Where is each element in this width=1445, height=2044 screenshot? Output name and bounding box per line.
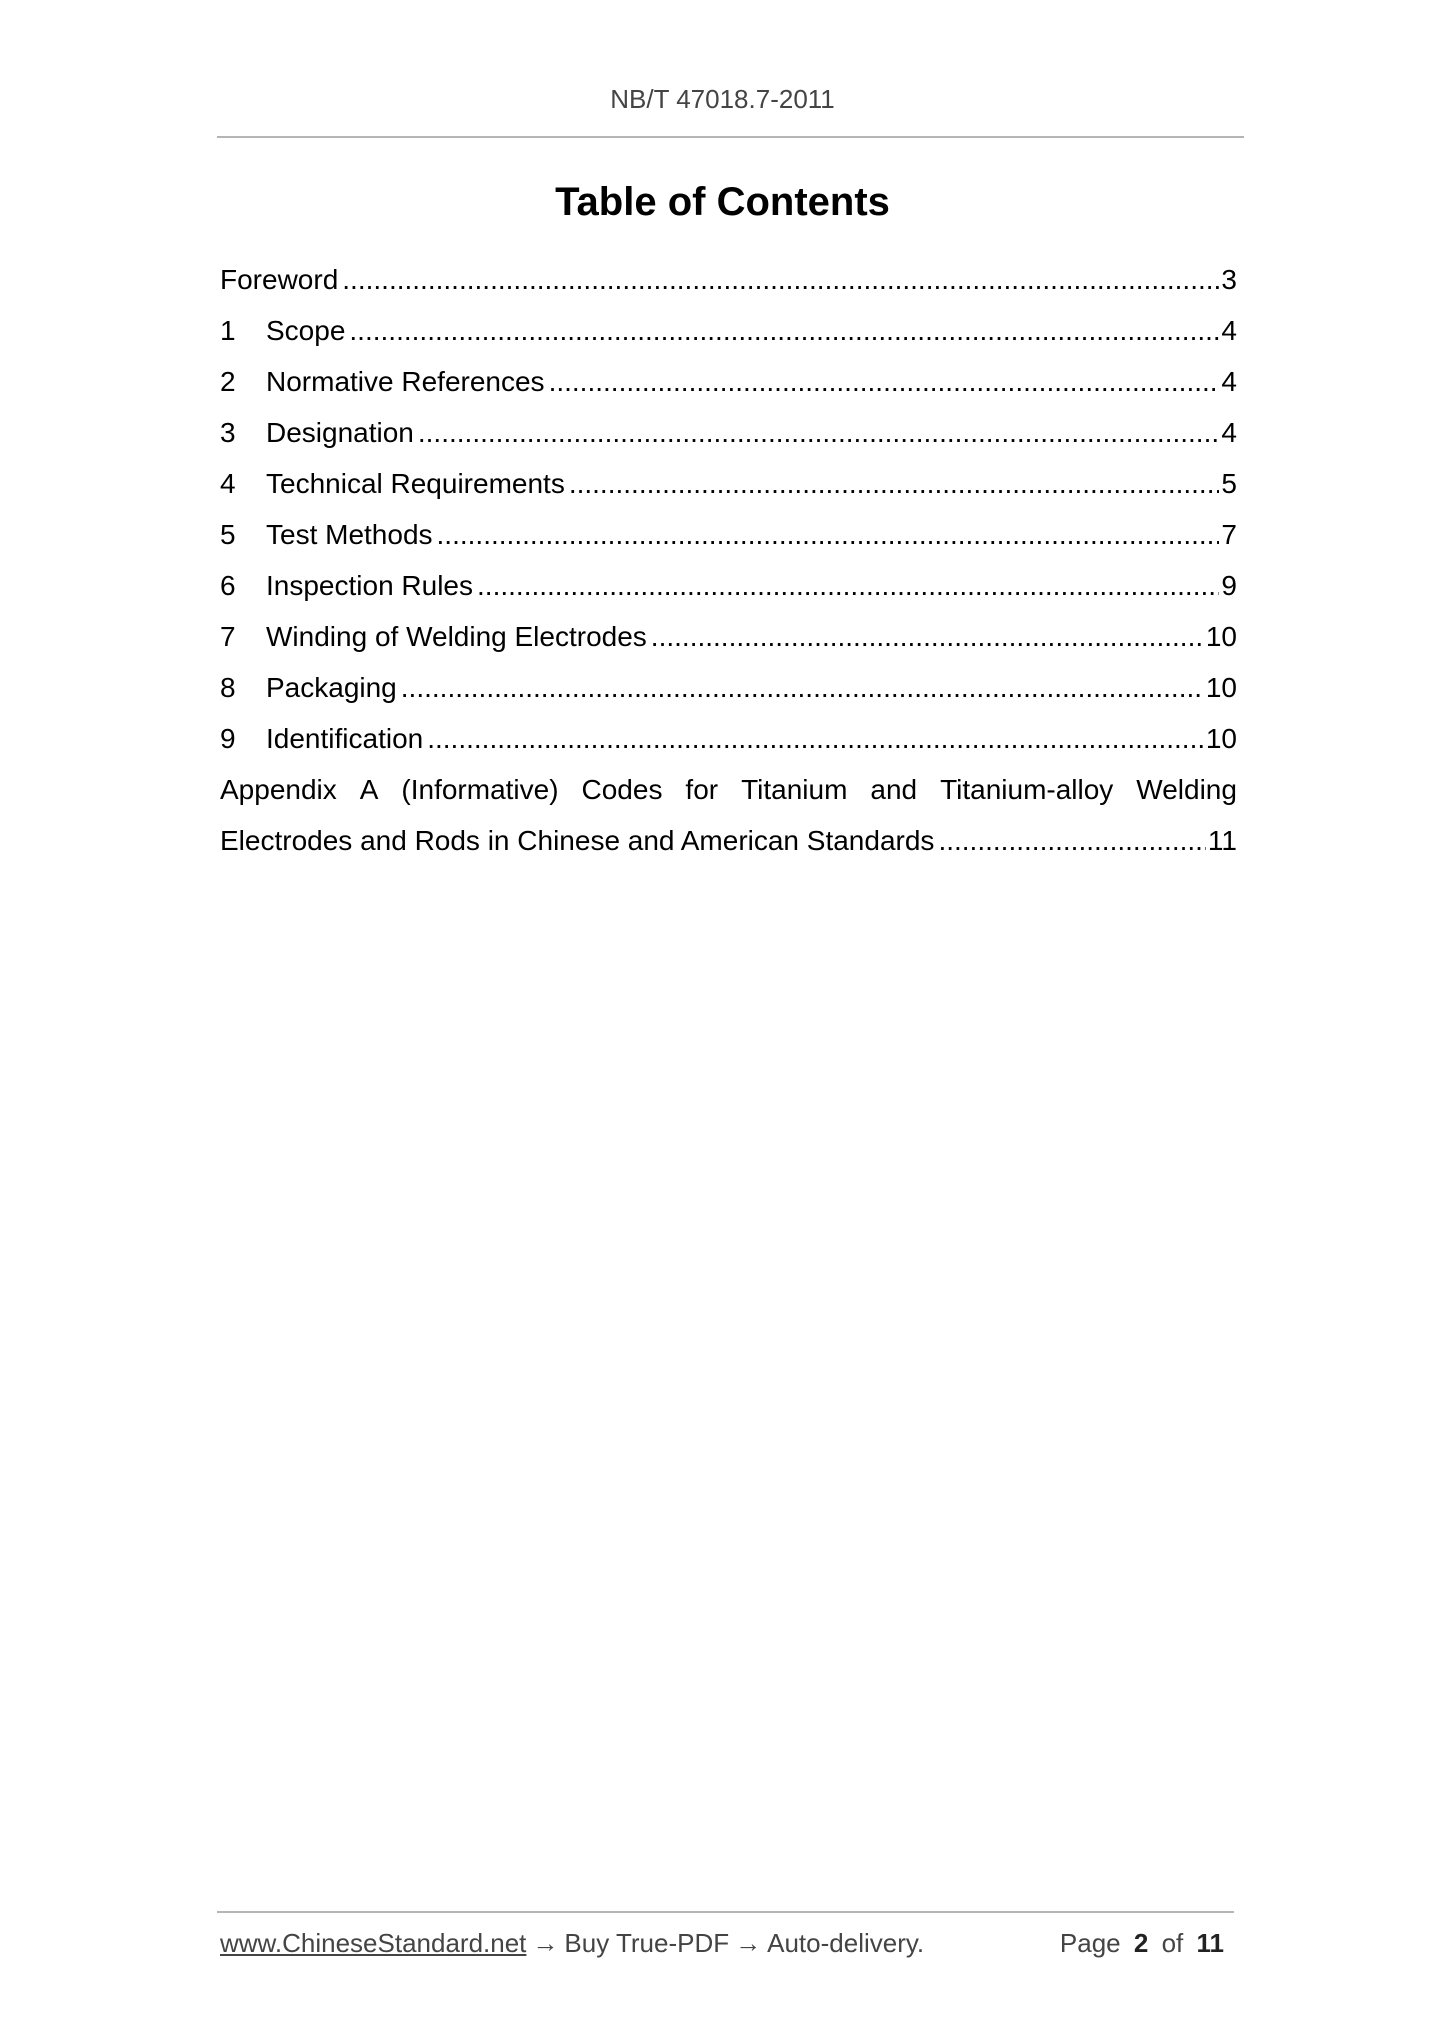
arrow-right-icon: → <box>532 1928 559 1958</box>
toc-entry-packaging[interactable] <box>220 662 1237 713</box>
footer-promo <box>220 1928 924 1959</box>
toc-dot-leader <box>437 509 1220 560</box>
toc-entry-page: 9 <box>1221 570 1237 601</box>
appendix-word: (Informative) <box>401 774 559 805</box>
toc-entry-number: 8 <box>220 672 236 703</box>
appendix-word: Welding <box>1136 774 1237 805</box>
toc-entry-label: Foreword <box>220 264 339 295</box>
appendix-word: A <box>359 774 379 805</box>
toc-entry-page: 10 <box>1205 723 1237 754</box>
appendix-word: and <box>870 774 918 805</box>
page-word: Page <box>1059 1928 1121 1958</box>
toc-entry-inspection-rules[interactable] <box>220 560 1237 611</box>
current-page-number: 2 <box>1133 1928 1149 1958</box>
toc-entry-page: 10 <box>1205 621 1237 652</box>
toc-entry-test-methods[interactable] <box>220 509 1237 560</box>
toc-entry-technical-requirements[interactable] <box>220 458 1237 509</box>
toc-entry-foreword[interactable] <box>220 254 1237 305</box>
chinesestandard-link[interactable]: www.ChineseStandard.net <box>220 1928 527 1958</box>
toc-dot-leader <box>938 815 1205 866</box>
toc-title: Table of Contents <box>555 180 890 224</box>
toc-dot-leader <box>427 713 1204 764</box>
toc-entry-page: 4 <box>1221 315 1237 346</box>
toc-dot-leader <box>549 356 1220 407</box>
toc-entry-label: Electrodes and Rods in Chinese and American Standards <box>220 825 935 856</box>
toc-entry-label: Scope <box>266 315 346 346</box>
toc-entry-number: 1 <box>220 315 236 346</box>
appendix-continuation-line <box>220 815 1237 866</box>
toc-entry-appendix-a[interactable] <box>220 764 1237 866</box>
toc-entry-page: 5 <box>1221 468 1237 499</box>
toc-dot-leader <box>349 305 1219 356</box>
toc-entry-number: 6 <box>220 570 236 601</box>
toc-entry-label: Test Methods <box>266 519 433 550</box>
toc-entry-page: 4 <box>1221 366 1237 397</box>
toc-entry-label: Identification <box>266 723 424 754</box>
toc-entry-label: Normative References <box>266 366 545 397</box>
toc-entry-label: Packaging <box>266 672 397 703</box>
toc-entry-number: 3 <box>220 417 236 448</box>
toc-entry-winding-of-welding-electrodes[interactable] <box>220 611 1237 662</box>
toc-entry-label: Inspection Rules <box>266 570 474 601</box>
toc-entry-number: 4 <box>220 468 236 499</box>
toc-dot-leader <box>569 458 1220 509</box>
footer-buy-text: Buy True-PDF <box>564 1928 730 1958</box>
toc-entry-designation[interactable] <box>220 407 1237 458</box>
total-page-count: 11 <box>1196 1928 1224 1958</box>
toc-entry-label: Technical Requirements <box>266 468 565 499</box>
toc-entry-label: Winding of Welding Electrodes <box>266 621 647 652</box>
toc-entry-page: 10 <box>1205 672 1237 703</box>
footer-divider <box>217 1911 1234 1913</box>
toc-entry-scope[interactable] <box>220 305 1237 356</box>
toc-dot-leader <box>418 407 1220 458</box>
header-divider <box>217 136 1244 138</box>
toc-entry-page: 7 <box>1221 519 1237 550</box>
toc-entry-label: Designation <box>266 417 414 448</box>
toc-entry-normative-references[interactable] <box>220 356 1237 407</box>
document-code-header: NB/T 47018.7-2011 <box>610 84 835 114</box>
toc-dot-leader <box>477 560 1219 611</box>
appendix-word: Codes <box>581 774 663 805</box>
toc-entry-number: 5 <box>220 519 236 550</box>
toc-entry-number: 9 <box>220 723 236 754</box>
table-of-contents <box>220 254 1237 866</box>
arrow-right-icon: → <box>735 1928 762 1958</box>
appendix-word: Titanium-alloy <box>940 774 1114 805</box>
appendix-word: for <box>685 774 719 805</box>
toc-entry-identification[interactable] <box>220 713 1237 764</box>
toc-entry-number: 7 <box>220 621 236 652</box>
toc-entry-page: 11 <box>1207 825 1237 856</box>
page-number <box>1060 1928 1230 1959</box>
page-footer <box>220 1928 1230 1959</box>
toc-dot-leader <box>401 662 1204 713</box>
of-word: of <box>1161 1928 1184 1958</box>
appendix-title-line <box>220 764 1237 815</box>
appendix-word: Titanium <box>741 774 848 805</box>
toc-entry-number: 2 <box>220 366 236 397</box>
toc-dot-leader <box>342 254 1219 305</box>
appendix-word: Appendix <box>220 774 337 805</box>
toc-dot-leader <box>651 611 1204 662</box>
footer-delivery-text: Auto-delivery. <box>767 1928 925 1958</box>
toc-entry-page: 4 <box>1221 417 1237 448</box>
toc-entry-page: 3 <box>1221 264 1237 295</box>
